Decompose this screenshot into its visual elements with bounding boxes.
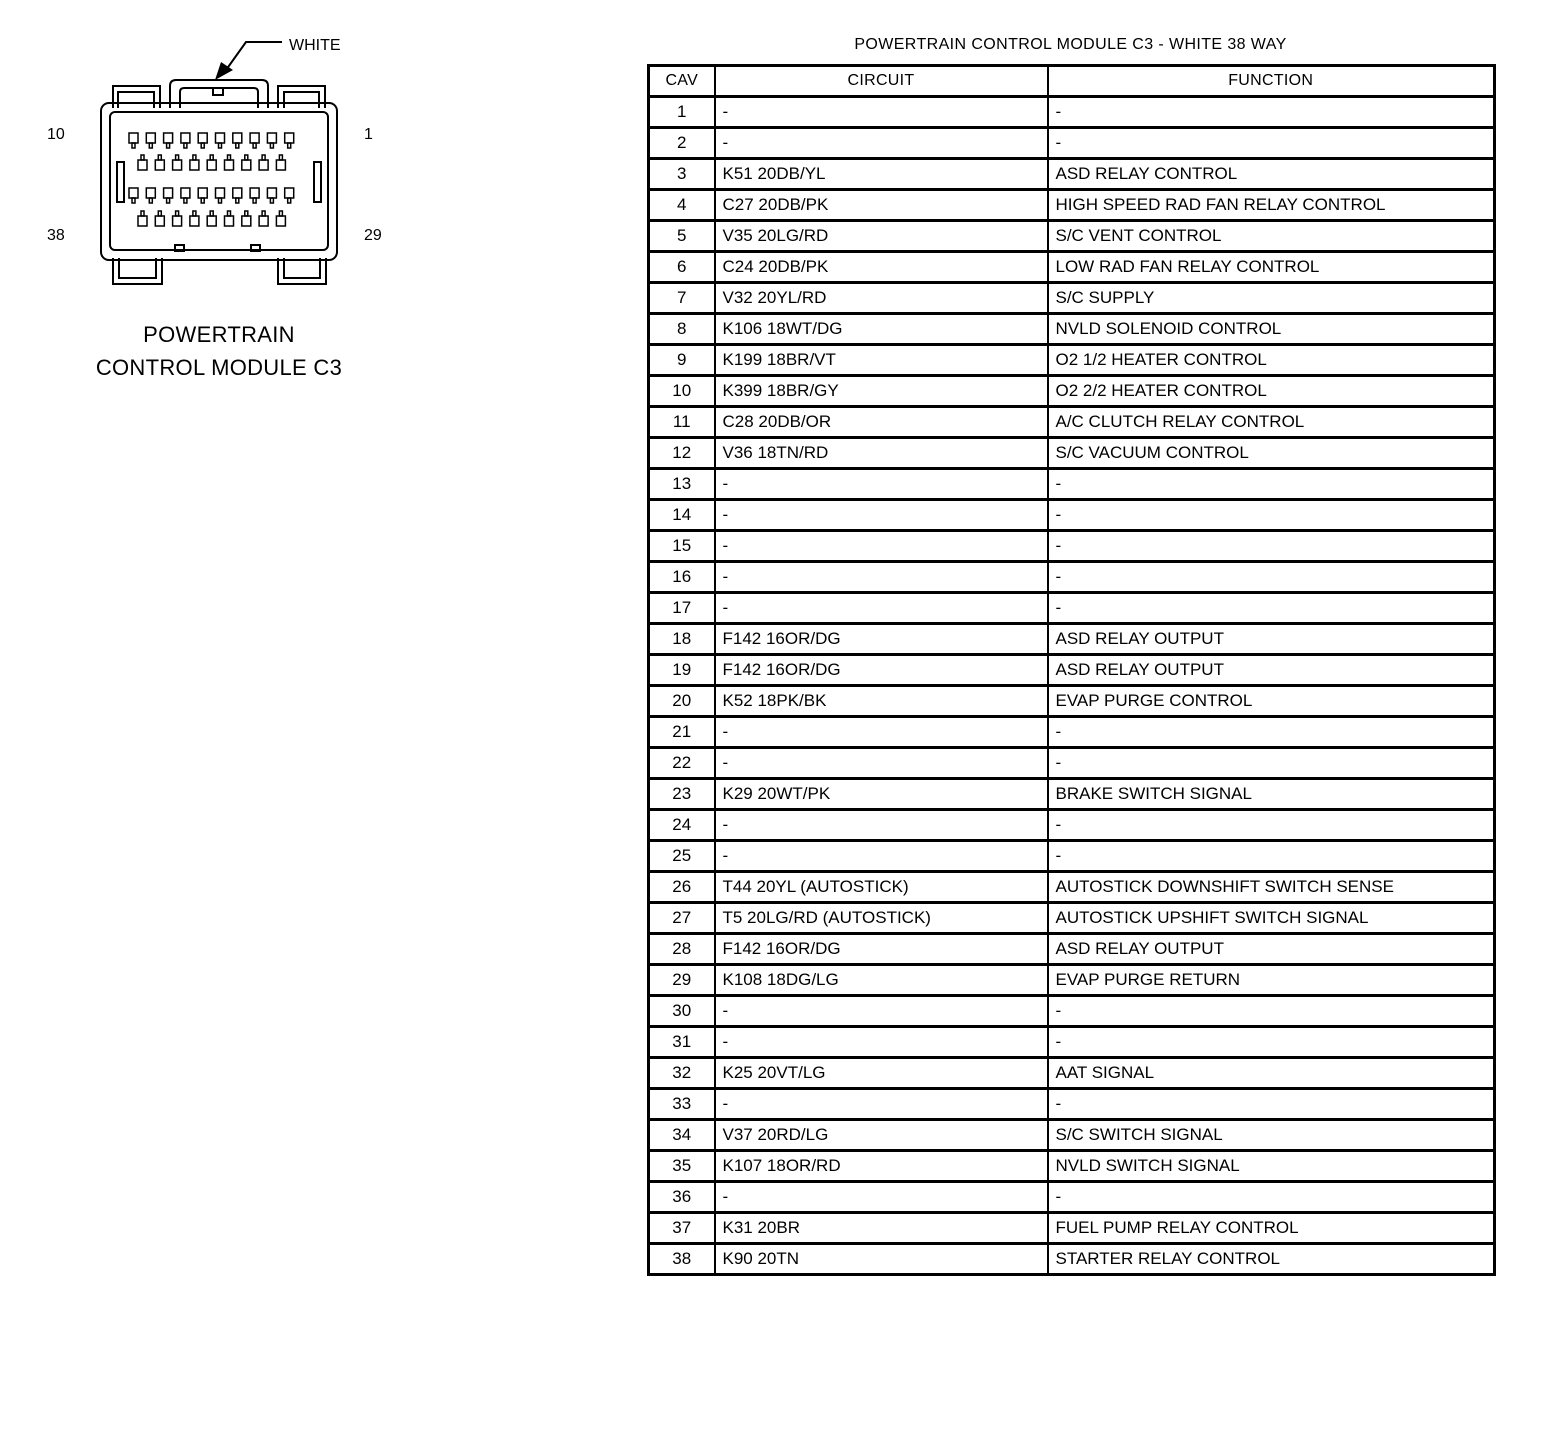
function-cell: - — [1048, 1089, 1495, 1120]
circuit-cell: - — [715, 469, 1048, 500]
cav-cell: 10 — [649, 376, 715, 407]
terminal-cavity — [164, 188, 173, 198]
terminal-latch — [210, 155, 213, 160]
terminal-latch — [253, 143, 256, 148]
table-row — [649, 190, 1495, 221]
table-row — [649, 965, 1495, 996]
terminal-cavity — [216, 133, 225, 143]
circuit-cell: - — [715, 128, 1048, 159]
terminal-cavity — [233, 133, 242, 143]
table-row — [649, 655, 1495, 686]
terminal-latch — [279, 211, 282, 216]
table-row — [649, 1244, 1495, 1275]
terminal-cavity — [190, 160, 199, 170]
pin-label-top-left: 10 — [47, 126, 65, 143]
terminal-cavity — [259, 160, 268, 170]
function-cell: A/C CLUTCH RELAY CONTROL — [1048, 407, 1495, 438]
table-row — [649, 128, 1495, 159]
table-row — [649, 1182, 1495, 1213]
terminal-cavity — [155, 160, 164, 170]
circuit-cell: C27 20DB/PK — [715, 190, 1048, 221]
circuit-cell: F142 16OR/DG — [715, 624, 1048, 655]
cav-cell: 22 — [649, 748, 715, 779]
cav-cell: 5 — [649, 221, 715, 252]
terminal-latch — [228, 211, 231, 216]
terminal-latch — [262, 155, 265, 160]
terminal-cavity — [267, 188, 276, 198]
cav-cell: 12 — [649, 438, 715, 469]
terminal-latch — [149, 143, 152, 148]
cav-cell: 36 — [649, 1182, 715, 1213]
terminal-latch — [201, 198, 204, 203]
terminal-latch — [167, 143, 170, 148]
terminal-cavity — [267, 133, 276, 143]
circuit-cell: T44 20YL (AUTOSTICK) — [715, 872, 1048, 903]
terminal-latch — [219, 198, 222, 203]
terminal-cavity — [181, 188, 190, 198]
table-row — [649, 810, 1495, 841]
terminal-latch — [176, 155, 179, 160]
terminal-latch — [158, 211, 161, 216]
circuit-cell: V32 20YL/RD — [715, 283, 1048, 314]
cav-cell: 23 — [649, 779, 715, 810]
table-row — [649, 438, 1495, 469]
circuit-cell: V37 20RD/LG — [715, 1120, 1048, 1151]
terminal-latch — [270, 143, 273, 148]
table-row — [649, 345, 1495, 376]
table-row — [649, 97, 1495, 128]
table-row — [649, 376, 1495, 407]
header-circuit: CIRCUIT — [715, 66, 1048, 97]
function-cell: ASD RELAY OUTPUT — [1048, 655, 1495, 686]
table-row — [649, 1151, 1495, 1182]
pinout-table — [647, 64, 1496, 1276]
terminal-cavity — [138, 160, 147, 170]
function-cell: - — [1048, 500, 1495, 531]
cav-cell: 9 — [649, 345, 715, 376]
table-row — [649, 314, 1495, 345]
cav-cell: 33 — [649, 1089, 715, 1120]
function-cell: - — [1048, 841, 1495, 872]
circuit-cell: - — [715, 1089, 1048, 1120]
function-cell: ASD RELAY OUTPUT — [1048, 934, 1495, 965]
cav-cell: 13 — [649, 469, 715, 500]
function-cell: - — [1048, 748, 1495, 779]
terminal-cavity — [146, 188, 155, 198]
terminal-latch — [176, 211, 179, 216]
function-cell: - — [1048, 717, 1495, 748]
circuit-cell: K107 18OR/RD — [715, 1151, 1048, 1182]
cav-cell: 20 — [649, 686, 715, 717]
cav-cell: 29 — [649, 965, 715, 996]
terminal-cavity — [233, 188, 242, 198]
function-cell: - — [1048, 531, 1495, 562]
terminal-latch — [193, 211, 196, 216]
terminal-cavity — [181, 133, 190, 143]
circuit-cell: - — [715, 810, 1048, 841]
function-cell: STARTER RELAY CONTROL — [1048, 1244, 1495, 1275]
table-row — [649, 996, 1495, 1027]
circuit-cell: T5 20LG/RD (AUTOSTICK) — [715, 903, 1048, 934]
circuit-cell: F142 16OR/DG — [715, 934, 1048, 965]
cav-cell: 31 — [649, 1027, 715, 1058]
circuit-cell: - — [715, 97, 1048, 128]
function-cell: - — [1048, 996, 1495, 1027]
function-cell: - — [1048, 128, 1495, 159]
cav-cell: 21 — [649, 717, 715, 748]
terminal-cavity — [138, 216, 147, 226]
function-cell: - — [1048, 97, 1495, 128]
table-row — [649, 159, 1495, 190]
cav-cell: 35 — [649, 1151, 715, 1182]
cav-cell: 25 — [649, 841, 715, 872]
function-cell: AUTOSTICK UPSHIFT SWITCH SIGNAL — [1048, 903, 1495, 934]
cav-cell: 7 — [649, 283, 715, 314]
cav-cell: 15 — [649, 531, 715, 562]
cav-cell: 1 — [649, 97, 715, 128]
cav-cell: 17 — [649, 593, 715, 624]
cav-cell: 37 — [649, 1213, 715, 1244]
cav-cell: 32 — [649, 1058, 715, 1089]
terminal-cavity — [225, 160, 234, 170]
cav-cell: 27 — [649, 903, 715, 934]
terminal-cavity — [129, 133, 138, 143]
terminal-cavity — [164, 133, 173, 143]
cav-cell: 11 — [649, 407, 715, 438]
connector-title-line1: POWERTRAIN — [143, 322, 295, 347]
function-cell: S/C SWITCH SIGNAL — [1048, 1120, 1495, 1151]
terminal-cavity — [242, 216, 251, 226]
terminal-latch — [262, 211, 265, 216]
circuit-cell: K399 18BR/GY — [715, 376, 1048, 407]
connector-diagram — [0, 0, 460, 310]
function-cell: HIGH SPEED RAD FAN RELAY CONTROL — [1048, 190, 1495, 221]
terminal-cavity — [129, 188, 138, 198]
table-row — [649, 593, 1495, 624]
pin-label-bottom-right: 29 — [364, 227, 382, 244]
circuit-cell: V36 18TN/RD — [715, 438, 1048, 469]
circuit-cell: - — [715, 500, 1048, 531]
table-row — [649, 717, 1495, 748]
circuit-cell: - — [715, 717, 1048, 748]
cav-cell: 8 — [649, 314, 715, 345]
cav-cell: 14 — [649, 500, 715, 531]
cav-cell: 4 — [649, 190, 715, 221]
circuit-cell: C28 20DB/OR — [715, 407, 1048, 438]
pin-label-bottom-left: 38 — [47, 227, 65, 244]
terminal-latch — [201, 143, 204, 148]
circuit-cell: K29 20WT/PK — [715, 779, 1048, 810]
terminal-latch — [253, 198, 256, 203]
function-cell: - — [1048, 1182, 1495, 1213]
cav-cell: 16 — [649, 562, 715, 593]
table-row — [649, 1089, 1495, 1120]
terminal-cavity — [198, 133, 207, 143]
function-cell: EVAP PURGE CONTROL — [1048, 686, 1495, 717]
function-cell: - — [1048, 810, 1495, 841]
cav-cell: 3 — [649, 159, 715, 190]
circuit-cell: - — [715, 841, 1048, 872]
circuit-cell: - — [715, 531, 1048, 562]
terminal-cavity — [276, 216, 285, 226]
terminal-latch — [288, 143, 291, 148]
circuit-cell: K108 18DG/LG — [715, 965, 1048, 996]
circuit-cell: - — [715, 593, 1048, 624]
terminal-latch — [149, 198, 152, 203]
connector-title-line2: CONTROL MODULE C3 — [95, 355, 343, 380]
circuit-cell: F142 16OR/DG — [715, 655, 1048, 686]
table-row — [649, 562, 1495, 593]
cav-cell: 34 — [649, 1120, 715, 1151]
function-cell: ASD RELAY CONTROL — [1048, 159, 1495, 190]
terminal-latch — [184, 143, 187, 148]
circuit-cell: - — [715, 562, 1048, 593]
table-row — [649, 283, 1495, 314]
function-cell: BRAKE SWITCH SIGNAL — [1048, 779, 1495, 810]
cav-cell: 30 — [649, 996, 715, 1027]
function-cell: - — [1048, 1027, 1495, 1058]
terminal-latch — [279, 155, 282, 160]
terminal-latch — [132, 143, 135, 148]
function-cell: S/C VACUUM CONTROL — [1048, 438, 1495, 469]
terminal-cavity — [207, 160, 216, 170]
cav-cell: 19 — [649, 655, 715, 686]
circuit-cell: - — [715, 1182, 1048, 1213]
terminal-latch — [141, 155, 144, 160]
function-cell: S/C SUPPLY — [1048, 283, 1495, 314]
function-cell: FUEL PUMP RELAY CONTROL — [1048, 1213, 1495, 1244]
table-row — [649, 872, 1495, 903]
table-row — [649, 531, 1495, 562]
table-row — [649, 1058, 1495, 1089]
cav-cell: 28 — [649, 934, 715, 965]
table-row — [649, 841, 1495, 872]
terminal-cavity — [225, 216, 234, 226]
terminal-latch — [228, 155, 231, 160]
terminal-latch — [158, 155, 161, 160]
function-cell: EVAP PURGE RETURN — [1048, 965, 1495, 996]
terminal-latch — [245, 211, 248, 216]
table-row — [649, 903, 1495, 934]
terminal-cavity — [242, 160, 251, 170]
circuit-cell: C24 20DB/PK — [715, 252, 1048, 283]
circuit-cell: K90 20TN — [715, 1244, 1048, 1275]
function-cell: LOW RAD FAN RELAY CONTROL — [1048, 252, 1495, 283]
terminal-latch — [184, 198, 187, 203]
table-row — [649, 934, 1495, 965]
function-cell: AUTOSTICK DOWNSHIFT SWITCH SENSE — [1048, 872, 1495, 903]
header-function: FUNCTION — [1048, 66, 1495, 97]
terminal-cavity — [250, 133, 259, 143]
color-callout: WHITE — [289, 37, 341, 54]
terminal-cavity — [216, 188, 225, 198]
terminal-latch — [210, 211, 213, 216]
circuit-cell: - — [715, 748, 1048, 779]
table-title: POWERTRAIN CONTROL MODULE C3 - WHITE 38 WAY — [854, 36, 1287, 53]
circuit-cell: V35 20LG/RD — [715, 221, 1048, 252]
cav-cell: 6 — [649, 252, 715, 283]
terminal-latch — [245, 155, 248, 160]
circuit-cell: K52 18PK/BK — [715, 686, 1048, 717]
terminal-latch — [236, 143, 239, 148]
table-row — [649, 221, 1495, 252]
table-row — [649, 500, 1495, 531]
terminal-cavity — [146, 133, 155, 143]
terminal-cavity — [173, 216, 182, 226]
function-cell: - — [1048, 593, 1495, 624]
circuit-cell: K106 18WT/DG — [715, 314, 1048, 345]
terminal-cavity — [259, 216, 268, 226]
connector-title — [60, 318, 378, 384]
function-cell: AAT SIGNAL — [1048, 1058, 1495, 1089]
terminal-latch — [288, 198, 291, 203]
terminal-latch — [132, 198, 135, 203]
terminal-cavity — [276, 160, 285, 170]
terminal-cavity — [155, 216, 164, 226]
cav-cell: 2 — [649, 128, 715, 159]
table-row — [649, 624, 1495, 655]
cav-cell: 24 — [649, 810, 715, 841]
table-row — [649, 1120, 1495, 1151]
terminal-cavity — [250, 188, 259, 198]
terminal-latch — [167, 198, 170, 203]
cav-cell: 26 — [649, 872, 715, 903]
table-row — [649, 407, 1495, 438]
terminal-latch — [193, 155, 196, 160]
terminal-cavity — [190, 216, 199, 226]
function-cell: - — [1048, 562, 1495, 593]
table-row — [649, 469, 1495, 500]
circuit-cell: K25 20VT/LG — [715, 1058, 1048, 1089]
terminal-cavity — [198, 188, 207, 198]
table-row — [649, 748, 1495, 779]
terminal-cavity — [285, 188, 294, 198]
terminal-latch — [141, 211, 144, 216]
function-cell: - — [1048, 469, 1495, 500]
circuit-cell: K199 18BR/VT — [715, 345, 1048, 376]
function-cell: NVLD SWITCH SIGNAL — [1048, 1151, 1495, 1182]
function-cell: O2 2/2 HEATER CONTROL — [1048, 376, 1495, 407]
table-header-row — [649, 66, 1495, 97]
circuit-cell: K31 20BR — [715, 1213, 1048, 1244]
terminal-latch — [219, 143, 222, 148]
table-row — [649, 252, 1495, 283]
function-cell: NVLD SOLENOID CONTROL — [1048, 314, 1495, 345]
terminal-latch — [236, 198, 239, 203]
cav-cell: 38 — [649, 1244, 715, 1275]
table-row — [649, 1027, 1495, 1058]
header-cav: CAV — [649, 66, 715, 97]
terminal-latch — [270, 198, 273, 203]
cav-cell: 18 — [649, 624, 715, 655]
terminal-cavity — [207, 216, 216, 226]
circuit-cell: - — [715, 1027, 1048, 1058]
function-cell: O2 1/2 HEATER CONTROL — [1048, 345, 1495, 376]
table-row — [649, 686, 1495, 717]
terminal-cavity — [173, 160, 182, 170]
circuit-cell: - — [715, 996, 1048, 1027]
function-cell: S/C VENT CONTROL — [1048, 221, 1495, 252]
pin-label-top-right: 1 — [364, 126, 373, 143]
function-cell: ASD RELAY OUTPUT — [1048, 624, 1495, 655]
table-row — [649, 779, 1495, 810]
table-row — [649, 1213, 1495, 1244]
circuit-cell: K51 20DB/YL — [715, 159, 1048, 190]
terminal-cavity — [285, 133, 294, 143]
